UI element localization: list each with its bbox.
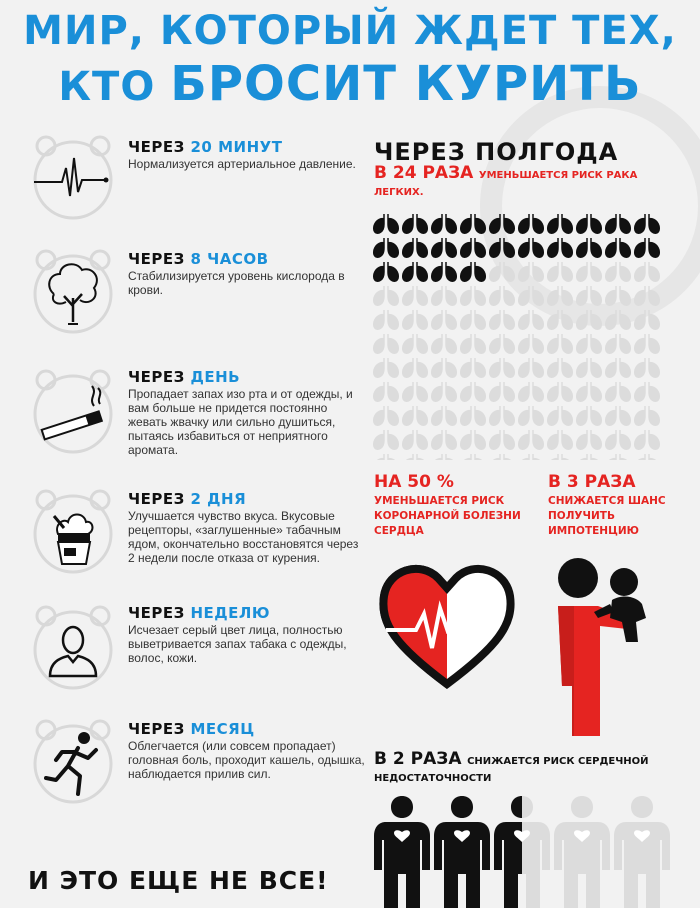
lung-cancer-stat	[374, 163, 664, 200]
lung-icon	[548, 406, 573, 425]
heart-failure-stat	[374, 749, 694, 786]
lung-icon	[490, 382, 515, 401]
person-icon	[434, 796, 490, 908]
step-title	[128, 720, 255, 738]
page-title-line2	[0, 56, 700, 112]
heart-disease-stat	[374, 472, 534, 539]
lung-icon	[577, 262, 602, 281]
lung-icon	[432, 358, 457, 377]
lung-icon	[548, 286, 573, 305]
lung-icon	[548, 262, 573, 281]
lung-icon	[403, 454, 428, 460]
lung-icon	[635, 334, 660, 353]
lung-icon	[432, 334, 457, 353]
lung-icon	[635, 238, 660, 257]
lung-icon	[432, 238, 457, 257]
lung-cancer-small: УМЕНЬШАЕТСЯ РИСК РАКА ЛЕГКИХ.	[374, 170, 638, 198]
footer-text: И ЭТО ЕЩЕ НЕ ВСЕ!	[28, 866, 329, 895]
lung-cancer-big: В 24 РАЗА	[374, 163, 474, 183]
lungs-grid	[372, 212, 662, 460]
lung-icon	[461, 430, 486, 449]
lung-icon	[577, 454, 602, 460]
lung-icon	[577, 286, 602, 305]
lung-icon	[432, 262, 457, 281]
impotence-small: СНИЖАЕТСЯ ШАНС ПОЛУЧИТЬ ИМПОТЕНЦИЮ	[548, 495, 666, 537]
step-description: Нормализуется артериальное давление.	[128, 157, 356, 171]
lung-icon	[403, 406, 428, 425]
lung-icon	[403, 238, 428, 257]
lung-icon	[577, 238, 602, 257]
lung-icon	[461, 310, 486, 329]
step-period: МЕСЯЦ	[190, 720, 255, 738]
lung-icon	[606, 382, 631, 401]
lung-icon	[519, 238, 544, 257]
lung-icon	[403, 382, 428, 401]
step-description: Пропадает запах изо рта и от одежды, и вам больше не придется постоянно жевать жвачку или сильно душиться, пытаясь избавиться от неприятного аромата.	[128, 387, 353, 457]
lung-icon	[577, 406, 602, 425]
person-icon	[374, 796, 430, 908]
person-icon	[614, 796, 670, 908]
lung-icon	[403, 310, 428, 329]
people-icon-row	[372, 796, 682, 908]
heart-failure-small: СНИЖАЕТСЯ РИСК СЕРДЕЧНОЙ НЕДОСТАТОЧНОСТИ	[374, 756, 649, 784]
lung-icon	[606, 358, 631, 377]
lung-icon	[606, 214, 631, 233]
lung-icon	[461, 382, 486, 401]
lung-icon	[606, 262, 631, 281]
lung-icon	[577, 430, 602, 449]
heart-failure-big: В 2 РАЗА	[374, 749, 462, 769]
lung-icon	[606, 286, 631, 305]
step-period: 20 МИНУТ	[190, 138, 283, 156]
step-description: Облегчается (или совсем пропадает) головная боль, проходит кашель, одышка, наблюдается прилив сил.	[128, 739, 365, 781]
lung-icon	[432, 430, 457, 449]
lung-icon	[403, 358, 428, 377]
lung-icon	[461, 214, 486, 233]
lung-icon	[490, 262, 515, 281]
lung-icon	[635, 214, 660, 233]
lung-icon	[635, 286, 660, 305]
lung-icon	[374, 382, 399, 401]
lung-icon	[548, 310, 573, 329]
page-title-line2-small: КТО	[58, 64, 156, 110]
lung-icon	[577, 358, 602, 377]
page-title-line2-big: БРОСИТ КУРИТЬ	[170, 56, 642, 112]
step-period: 8 ЧАСОВ	[190, 250, 269, 268]
step-prefix: ЧЕРЕЗ	[128, 138, 185, 156]
lung-icon	[403, 430, 428, 449]
lung-icon	[548, 334, 573, 353]
lung-icon	[577, 310, 602, 329]
page-title-line1: МИР, КОТОРЫЙ ЖДЕТ ТЕХ,	[23, 8, 677, 54]
lung-icon	[490, 286, 515, 305]
step-period: ДЕНЬ	[190, 368, 241, 386]
lung-icon	[490, 310, 515, 329]
lung-icon	[461, 454, 486, 460]
running-man-icon	[28, 718, 118, 808]
lung-icon	[635, 358, 660, 377]
lung-icon	[490, 334, 515, 353]
lung-icon	[548, 358, 573, 377]
step-title	[128, 138, 282, 156]
step-prefix: ЧЕРЕЗ	[128, 720, 185, 738]
lung-icon	[635, 430, 660, 449]
lung-icon	[432, 286, 457, 305]
step-title	[128, 604, 270, 622]
lung-icon	[403, 262, 428, 281]
lung-icon	[490, 454, 515, 460]
lung-icon	[548, 214, 573, 233]
lung-icon	[519, 214, 544, 233]
lung-icon	[606, 406, 631, 425]
lung-icon	[519, 430, 544, 449]
step-period: 2 ДНЯ	[190, 490, 247, 508]
lung-icon	[519, 358, 544, 377]
step-description: Стабилизируется уровень кислорода в крови.	[128, 269, 345, 297]
lung-icon	[461, 286, 486, 305]
lung-icon	[606, 334, 631, 353]
lung-icon	[490, 214, 515, 233]
lung-icon	[490, 358, 515, 377]
heart-disease-small: УМЕНЬШАЕТСЯ РИСК КОРОНАРНОЙ БОЛЕЗНИ СЕРДЦА	[374, 495, 521, 537]
lung-icon	[519, 262, 544, 281]
lung-icon	[374, 214, 399, 233]
heart-icon	[376, 558, 518, 690]
lung-icon	[519, 382, 544, 401]
lung-icon	[606, 238, 631, 257]
lung-icon	[490, 238, 515, 257]
ice-cream-icon	[28, 488, 118, 578]
lung-icon	[635, 382, 660, 401]
step-description: Улучшается чувство вкуса. Вкусовые рецепторы, «заглушенные» табачным ядом, окончательно восстановятся через 2 недели после отказа от курения.	[128, 509, 359, 565]
lung-icon	[577, 382, 602, 401]
heart-disease-big: НА 50 %	[374, 472, 454, 492]
lung-icon	[374, 286, 399, 305]
lung-icon	[374, 310, 399, 329]
lung-icon	[606, 310, 631, 329]
cigarette-icon	[28, 368, 118, 458]
lung-icon	[403, 214, 428, 233]
lung-icon	[519, 286, 544, 305]
lung-icon	[432, 214, 457, 233]
heartbeat-icon	[28, 134, 118, 224]
lung-icon	[432, 310, 457, 329]
person-icon	[494, 796, 550, 908]
lung-icon	[519, 406, 544, 425]
lung-icon	[548, 454, 573, 460]
lung-icon	[374, 430, 399, 449]
lung-icon	[432, 406, 457, 425]
lung-icon	[519, 454, 544, 460]
tree-lungs-icon	[28, 248, 118, 338]
lung-icon	[635, 310, 660, 329]
step-title	[128, 368, 240, 386]
lung-icon	[461, 238, 486, 257]
lung-icon	[519, 310, 544, 329]
lung-icon	[490, 406, 515, 425]
lung-icon	[577, 334, 602, 353]
lung-icon	[374, 334, 399, 353]
lung-icon	[461, 334, 486, 353]
lung-icon	[461, 358, 486, 377]
lung-icon	[432, 454, 457, 460]
lung-icon	[374, 262, 399, 281]
half-year-heading: ЧЕРЕЗ ПОЛГОДА	[374, 138, 619, 166]
person-icon	[554, 796, 610, 908]
lung-icon	[548, 382, 573, 401]
lung-icon	[432, 382, 457, 401]
lung-icon	[490, 430, 515, 449]
person-icon	[28, 604, 118, 694]
step-prefix: ЧЕРЕЗ	[128, 490, 185, 508]
father-child-icon	[552, 556, 662, 740]
lung-icon	[519, 334, 544, 353]
lungs-icon-grid	[372, 212, 662, 460]
lung-icon	[374, 406, 399, 425]
lung-icon	[461, 406, 486, 425]
step-description: Исчезает серый цвет лица, полностью выветривается запах табака с одежды, волос, кожи.	[128, 623, 347, 665]
step-period: НЕДЕЛЮ	[190, 604, 270, 622]
impotence-big: В 3 РАЗА	[548, 472, 636, 492]
lung-icon	[403, 334, 428, 353]
lung-icon	[403, 286, 428, 305]
lung-icon	[548, 430, 573, 449]
lung-icon	[606, 430, 631, 449]
step-prefix: ЧЕРЕЗ	[128, 604, 185, 622]
lung-icon	[606, 454, 631, 460]
lung-icon	[374, 454, 399, 460]
step-title	[128, 250, 269, 268]
step-prefix: ЧЕРЕЗ	[128, 250, 185, 268]
step-title	[128, 490, 246, 508]
lung-icon	[635, 454, 660, 460]
impotence-stat	[548, 472, 688, 539]
lung-icon	[374, 238, 399, 257]
lung-icon	[635, 262, 660, 281]
lung-icon	[635, 406, 660, 425]
lung-icon	[577, 214, 602, 233]
step-prefix: ЧЕРЕЗ	[128, 368, 185, 386]
lung-icon	[548, 238, 573, 257]
lung-icon	[374, 358, 399, 377]
lung-icon	[461, 262, 486, 281]
